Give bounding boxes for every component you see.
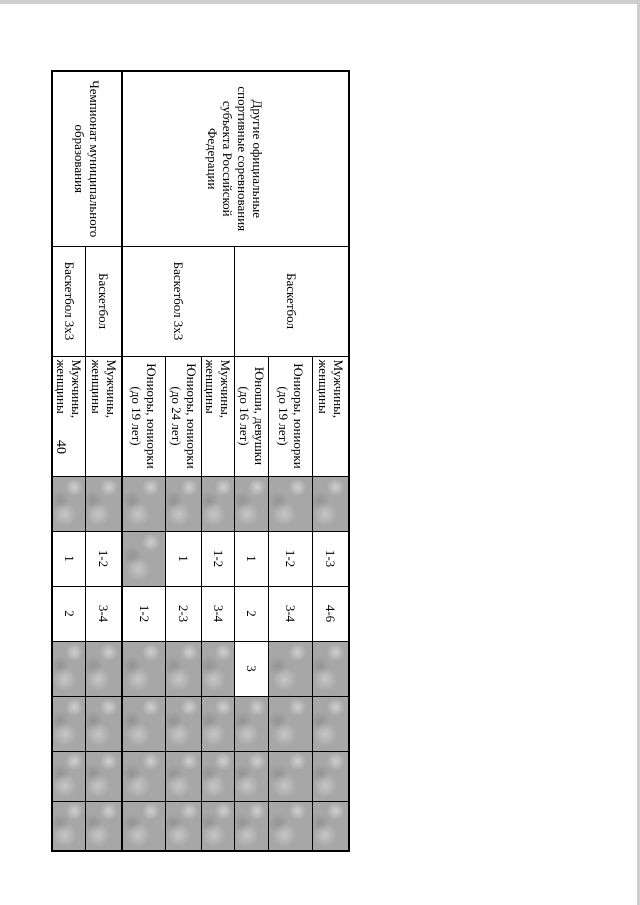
shaded-cell: [235, 751, 269, 801]
table-row: [86, 71, 122, 851]
shaded-cell: [122, 476, 166, 531]
shaded-cell: [53, 641, 87, 696]
shaded-cell: [122, 751, 166, 801]
shaded-cell: [166, 476, 202, 531]
place-cell: 1-2: [122, 586, 166, 641]
place-cell: 1: [53, 531, 87, 586]
category-cell: Мужчины, женщины: [53, 356, 87, 476]
competition-group-cell: Другие официальные спортивные соревнования субъекта Российской Федерации: [122, 71, 349, 246]
shaded-cell: [313, 476, 349, 531]
shaded-cell: [86, 641, 122, 696]
shaded-cell: [166, 751, 202, 801]
category-cell: Юниоры, юниорки (до 24 лет): [166, 356, 202, 476]
place-cell: 2: [53, 586, 87, 641]
place-cell: 3-4: [86, 586, 122, 641]
sport-cell: Баскетбол: [235, 246, 349, 356]
place-cell: 1-2: [202, 531, 235, 586]
category-cell: Мужчины, женщины: [313, 356, 349, 476]
shaded-cell: [235, 476, 269, 531]
shaded-cell: [53, 751, 87, 801]
place-cell: 1: [235, 531, 269, 586]
category-cell: Мужчины, женщины: [202, 356, 235, 476]
shaded-cell: [202, 641, 235, 696]
shaded-cell: [202, 801, 235, 851]
sport-cell: Баскетбол: [86, 246, 122, 356]
shaded-cell: [313, 641, 349, 696]
shaded-cell: [313, 696, 349, 751]
place-cell: 3-4: [202, 586, 235, 641]
competition-ranking-table: [52, 70, 351, 852]
shaded-cell: [122, 696, 166, 751]
place-cell: 3: [235, 641, 269, 696]
place-cell: 4-6: [313, 586, 349, 641]
shaded-cell: [269, 641, 313, 696]
shaded-cell: [53, 801, 87, 851]
shaded-cell: [122, 641, 166, 696]
sport-cell: Баскетбол 3х3: [53, 246, 87, 356]
rotated-table-container: [54, 70, 350, 850]
shaded-cell: [269, 476, 313, 531]
place-cell: 2-3: [166, 586, 202, 641]
page-number: 40: [53, 440, 68, 454]
shaded-cell: [122, 531, 166, 586]
shaded-cell: [122, 801, 166, 851]
shaded-cell: [202, 751, 235, 801]
place-cell: 1-2: [86, 531, 122, 586]
shaded-cell: [166, 696, 202, 751]
category-cell: Юниоры, юниорки (до 19 лет): [269, 356, 313, 476]
shaded-cell: [53, 696, 87, 751]
place-cell: 2: [235, 586, 269, 641]
sport-cell: Баскетбол 3х3: [122, 246, 235, 356]
shaded-cell: [269, 696, 313, 751]
shaded-cell: [166, 801, 202, 851]
shaded-cell: [166, 641, 202, 696]
shaded-cell: [313, 751, 349, 801]
shaded-cell: [202, 696, 235, 751]
shaded-cell: [86, 696, 122, 751]
place-cell: 1-2: [269, 531, 313, 586]
place-cell: 1: [166, 531, 202, 586]
shaded-cell: [269, 751, 313, 801]
shaded-cell: [86, 476, 122, 531]
category-cell: Мужчины, женщины: [86, 356, 122, 476]
table-frame: [54, 70, 350, 850]
shaded-cell: [53, 476, 87, 531]
shaded-cell: [313, 801, 349, 851]
category-cell: Юноши, девушки (до 16 лет): [235, 356, 269, 476]
competition-group-cell: Чемпионат муниципального образования: [53, 71, 123, 246]
shaded-cell: [86, 751, 122, 801]
place-cell: 1-3: [313, 531, 349, 586]
category-cell: Юниоры, юниорки (до 19 лет): [122, 356, 166, 476]
table-row: [313, 71, 349, 851]
shaded-cell: [202, 476, 235, 531]
shaded-cell: [86, 801, 122, 851]
shaded-cell: [269, 801, 313, 851]
shaded-cell: [235, 696, 269, 751]
scan-edge-top: [0, 0, 640, 4]
place-cell: 3-4: [269, 586, 313, 641]
shaded-cell: [235, 801, 269, 851]
